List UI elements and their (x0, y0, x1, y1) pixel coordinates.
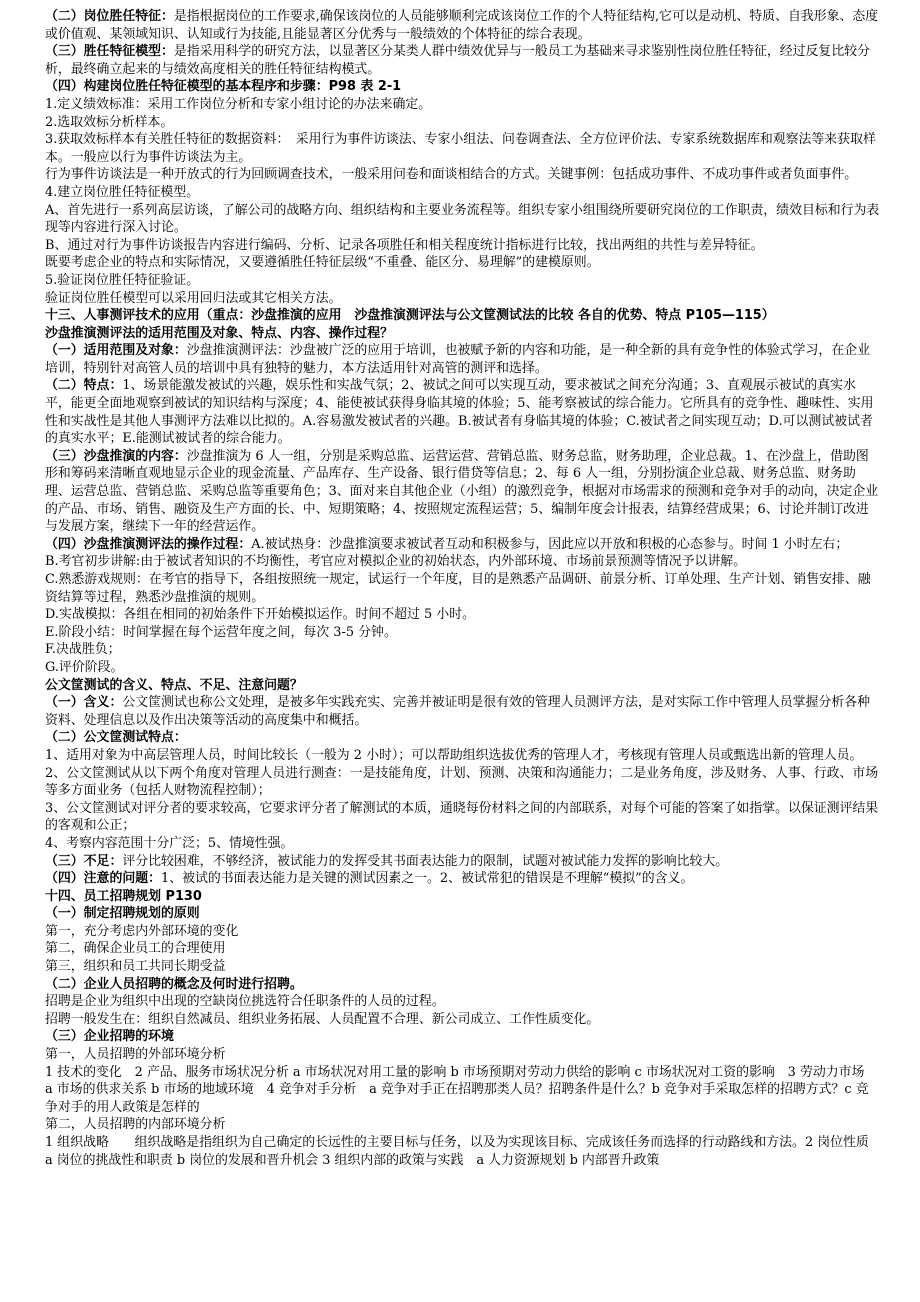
document-line (45, 1011, 880, 1029)
document-line (45, 307, 880, 325)
line-text: 是指采用科学的研究方法，以显著区分某类人群中绩效优异与一般员工为基础来寻求鉴别性岗位胜任特征，经过反复比较分析，最终确立起来的与绩效高度相关的胜任特征结构模式。 (45, 44, 870, 77)
line-text: 既要考虑企业的特点和实际情况，又要遵循胜任特征层级“不重叠、能区分、易理解”的建模原则。 (45, 255, 600, 271)
line-heading: （一）制定招聘规划的原则 (45, 906, 200, 922)
line-text: G.评价阶段。 (45, 659, 124, 675)
document-line (45, 1064, 880, 1117)
document-line (45, 641, 880, 659)
line-text: 招聘是企业为组织中出现的空缺岗位挑选符合任职条件的人员的过程。 (45, 994, 445, 1010)
line-heading: 十三、人事测评技术的应用（重点：沙盘推演的应用 沙盘推演测评法与公文筐测试法的比较 各自的优势、特点 P105—115） (45, 308, 775, 324)
line-text: 第二，人员招聘的内部环境分析 (45, 1117, 226, 1133)
document-line (45, 923, 880, 941)
document-line (45, 888, 880, 906)
line-heading: （二）特点： (45, 378, 123, 394)
document-line (45, 237, 880, 255)
line-text: 招聘一般发生在：组织自然减员、组织业务拓展、人员配置不合理、新公司成立、工作性质变化。 (45, 1011, 600, 1027)
line-heading: （三）沙盘推演的内容： (45, 448, 187, 464)
line-text: 沙盘推演为 6 人一组，分别是采购总监、运营运营、营销总监、财务总监，财务助理，企业总裁。1、在沙盘上，借助图形和筹码来清晰直观地显示企业的现金流量、产品库存、生产设备、银行借贷等信息；2、每 6 人一组，分别扮演企业总裁、财务总监、财务助理、运营总监、营销总监、采购总监等重要角色；3、面对来自其他企业（小组）的激烈竞争，根据对市场需求的预测和竞争对手的动向，决定企业的产品、市场、销售、融资及生产方面的长、中、短期策略；4、按照规定流程运营；5、编制年度会计报表，结算经营成果；6、讨论并制订改进与发展方案，继续下一年的经营运作。 (45, 448, 879, 535)
document-line (45, 536, 880, 554)
document-line (45, 96, 880, 114)
line-text: 公文筐测试也称公文处理，是被多年实践充实、完善并被证明是很有效的管理人员测评方法，是对实际工作中管理人员掌握分析各种资料、处理信息以及作出决策等活动的高度集中和概括。 (45, 695, 870, 728)
line-heading: （三）企业招聘的环境 (45, 1029, 174, 1045)
line-text: 2、公文筐测试从以下两个角度对管理人员进行测查：一是技能角度，计划、预测、决策和沟通能力；二是业务角度，涉及财务、人事、行政、市场等多方面业务（包括人财物流程控制）； (45, 765, 879, 799)
line-heading: 沙盘推演测评法的适用范围及对象、特点、内容、操作过程？ (45, 325, 394, 341)
document-line (45, 747, 880, 765)
document-line (45, 940, 880, 958)
line-text: E.阶段小结：时间掌握在每个运营年度之间，每次 3-5 分钟。 (45, 624, 397, 640)
line-text: 1、适用对象为中高层管理人员，时间比较长（一般为 2 小时）；可以帮助组织选拔优秀的管理人才，考核现有管理人员或甄选出新的管理人员。 (45, 747, 863, 763)
line-heading: （三）胜任特征模型： (45, 44, 174, 60)
document-line (45, 606, 880, 624)
document-line (45, 659, 880, 677)
document-line (45, 765, 880, 800)
line-heading: （四）构建岗位胜任特征模型的基本程序和步骤：P98 表 2-1 (45, 79, 402, 95)
document-line (45, 272, 880, 290)
document-line (45, 1134, 880, 1169)
line-heading: （二）公文筐测试特点： (45, 730, 187, 746)
line-text: 验证岗位胜任模型可以采用回归法或其它相关方法。 (45, 290, 342, 306)
line-text: F.决战胜负； (45, 642, 121, 658)
line-text: 3.获取效标样本有关胜任特征的数据资料： 采用行为事件访谈法、专家小组法、问卷调查法、全方位评价法、专家系统数据库和观察法等来获取样本。一般应以行为事件访谈法为主。 (45, 132, 876, 165)
line-heading: （三）不足： (45, 853, 123, 869)
document-line (45, 729, 880, 747)
line-text: 3、公文筐测试对评分者的要求较高，它要求评分者了解测试的本质，通晓每份材料之间的内部联系，对每个可能的答案了如指掌。以保证测评结果的客观和公正； (45, 800, 879, 834)
document-line (45, 870, 880, 888)
document-line (45, 553, 880, 571)
document-line (45, 8, 880, 43)
document-line (45, 325, 880, 343)
document-line (45, 202, 880, 237)
line-text: 评分比较困难，不够经济，被试能力的发挥受其书面表达能力的限制，试题对被试能力发挥的影响比较大。 (122, 853, 729, 869)
line-text: 1、被试的书面表达能力是关键的测试因素之一。2、被试常犯的错误是不理解“模拟”的含义。 (161, 871, 694, 887)
line-heading: （二）企业人员招聘的概念及何时进行招聘。 (45, 976, 303, 992)
line-text: 2.选取效标分析样本。 (45, 114, 174, 130)
document-line (45, 448, 880, 536)
line-text: 5.验证岗位胜任特征验证。 (45, 272, 200, 288)
document-line (45, 993, 880, 1011)
line-heading: （四）沙盘推演测评法的操作过程： (45, 536, 252, 552)
line-text: 1 组织战略 组织战略是指组织为自己确定的长远性的主要目标与任务，以及为实现该目标、完成该任务而选择的行动路线和方法。2 岗位性质 a 岗位的挑战性和职责 b 岗位的发展和晋升机会 3 组织内部的政策与实践 a 人力资源规划 b 内部晋升政策 (45, 1135, 882, 1168)
line-text: 沙盘推演测评法：沙盘被广泛的应用于培训，也被赋予新的内容和功能，是一种全新的具有竞争性的体验式学习，在企业培训，特别针对高管人员的培训中具有独特的魅力，本方法适用针对高管的测评和选择。 (45, 343, 870, 376)
line-heading: 十四、员工招聘规划 P130 (45, 888, 202, 904)
document-line (45, 43, 880, 78)
document-line (45, 1046, 880, 1064)
line-text: 行为事件访谈法是一种开放式的行为回顾调查技术，一般采用问卷和面谈相结合的方式。关键事例：包括成功事件、不成功事件或者负面事件。 (45, 167, 858, 183)
document-line (45, 184, 880, 202)
document-line (45, 1028, 880, 1046)
line-text: B、通过对行为事件访谈报告内容进行编码、分析、记录各项胜任和相关程度统计指标进行比较，找出两组的共性与差异特征。 (45, 237, 764, 253)
line-text: 1.定义绩效标准：采用工作岗位分析和专家小组讨论的办法来确定。 (45, 96, 432, 112)
line-heading: （四）注意的问题： (45, 871, 162, 887)
line-text: D.实战模拟：各组在相同的初始条件下开始模拟运作。时间不超过 5 小时。 (45, 607, 475, 623)
line-text: 第二，确保企业员工的合理使用 (45, 941, 226, 957)
line-text: 4、考察内容范围十分广泛；5、情境性强。 (45, 835, 294, 851)
document-line (45, 166, 880, 184)
line-text: 4.建立岗位胜任特征模型。 (45, 184, 200, 200)
document-line (45, 835, 880, 853)
document-line (45, 342, 880, 377)
line-text: 1、场景能激发被试的兴趣，娱乐性和实战气氛；2、被试之间可以实现互动，要求被试之间充分沟通；3、直观展示被试的真实水平，能更全面地观察到被试的知识结构与深度；4、能使被试获得身临其境的体验；5、能考察被试的综合能力。它所具有的竞争性、趣味性、实用性和实战性是其他人事测评方法难以比拟的。A.容易激发被试者的兴趣。B.被试者有身临其境的体验；C.被试者之间实现互动；D.可以测试被试者的真实水平；E.能测试被试者的综合能力。 (45, 378, 874, 447)
line-heading: （一）适用范围及对象： (45, 343, 187, 359)
line-text: B.考官初步讲解:由于被试者知识的不均衡性，考官应对模拟企业的初始状态，内外部环境、市场前景预测等情况予以讲解。 (45, 554, 747, 570)
document-line (45, 377, 880, 447)
document-line (45, 800, 880, 835)
line-heading: （二）岗位胜任特征： (45, 9, 174, 24)
line-text: 第一，充分考虑内外部环境的变化 (45, 923, 239, 939)
line-text: A.被试热身：沙盘推演要求被试者互动和积极参与，因此应以开放和积极的心态参与。时间 1 小时左右； (251, 536, 849, 552)
document-line (45, 571, 880, 606)
line-text: 1 技术的变化 2 产品、服务市场状况分析 a 市场状况对用工量的影响 b 市场预期对劳动力供给的影响 c 市场状况对工资的影响 3 劳动力市场 a 市场的供求关系 b 市场的地域环境 4 竞争对手分析 a 竞争对手正在招聘那类人员？招聘条件是什么？b 竞争对手采取怎样的招聘方式？c 竞争对手的用人政策是怎样的 (45, 1064, 878, 1115)
line-text: A、首先进行一系列高层访谈，了解公司的战略方向、组织结构和主要业务流程等。组织专家小组围绕所要研究岗位的工作职责，绩效目标和行为表现等内容进行深入讨论。 (45, 202, 880, 236)
line-heading: 公文筐测试的含义、特点、不足、注意问题？ (45, 677, 303, 693)
document-line (45, 853, 880, 871)
document-line (45, 905, 880, 923)
line-text: 是指根据岗位的工作要求,确保该岗位的人员能够顺利完成该岗位工作的个人特征结构,它可以是动机、特质、自我形象、态度或价值观、某领域知识、认知或行为技能,且能显著区分优秀与一般绩效的个体特征的综合表现。 (45, 9, 879, 42)
document-line (45, 677, 880, 695)
line-text: 第三，组织和员工共同长期受益 (45, 959, 226, 975)
document-line (45, 1116, 880, 1134)
document-line (45, 958, 880, 976)
document-line (45, 976, 880, 994)
line-text: 第一，人员招聘的外部环境分析 (45, 1047, 226, 1063)
document-line (45, 131, 880, 166)
document-line (45, 254, 880, 272)
document-line (45, 624, 880, 642)
document-line (45, 694, 880, 729)
line-heading: （一）含义： (45, 695, 123, 711)
document-line (45, 78, 880, 96)
document-line (45, 114, 880, 132)
document-line (45, 290, 880, 308)
line-text: C.熟悉游戏规则：在考官的指导下，各组按照统一规定，试运行一个年度，目的是熟悉产品调研、前景分析、订单处理、生产计划、销售安排、融资结算等过程，熟悉沙盘推演的规则。 (45, 572, 871, 605)
